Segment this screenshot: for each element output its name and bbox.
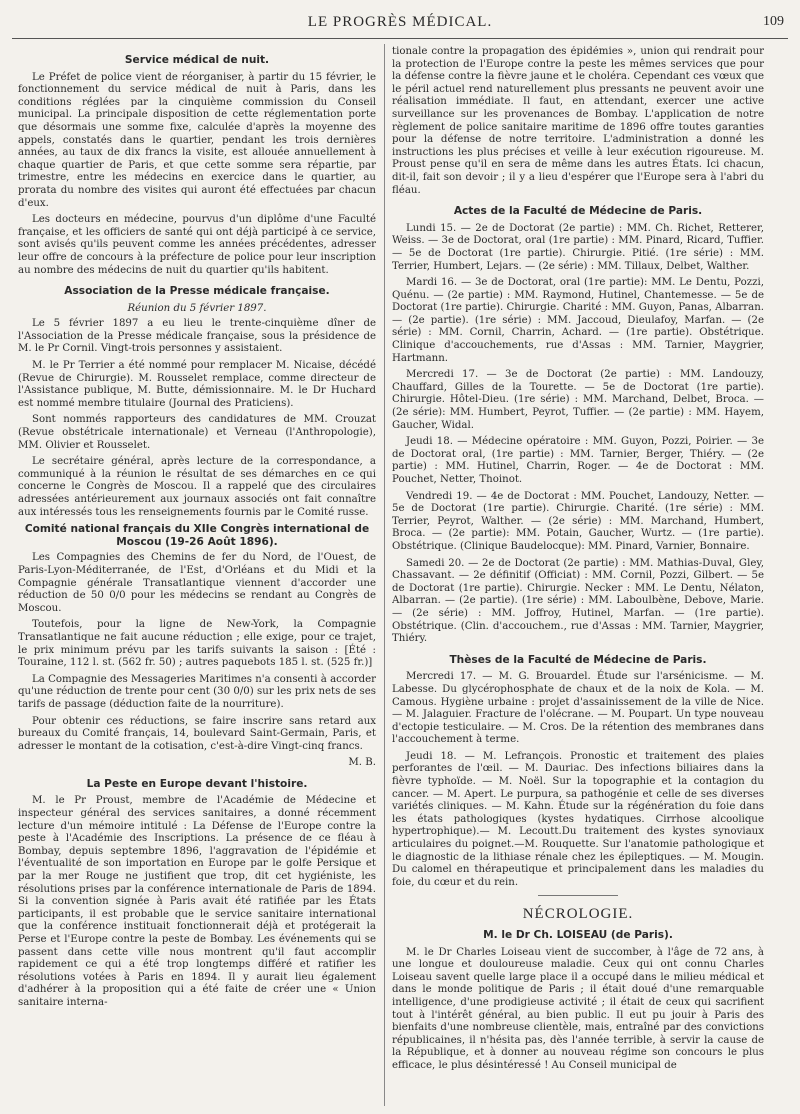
paragraph: M. le Dr Charles Loiseau vient de succomber, à l'âge de 72 ans, à une longue et douloureuse maladie. Ceux qui ont connu Charles Loiseau savent quelle large place il a occupé dans le milieu médical et dans le monde politique de Paris ; il était doué d'une remarquable intelligence, d'une prodigieuse activité ; il était de ceux qui sacrifient tout à l'intérêt général, au bien public. Il eut pu jouir à Paris des bienfaits d'une nombreuse clientèle, mais, entraîné par des convictions républicaines, il n'hésita pas, dès l'année terrible, à servir la cause de la République, et à donner au nouveau régime son concours le plus efficace, le plus désintéressé ! Au Conseil municipal de <box>392 946 764 1071</box>
paragraph: La Compagnie des Messageries Maritimes n'a consenti à accorder qu'une réduction de trente pour cent (30 0/0) sur les prix nets de ses tarifs de passage (déduction faite de la nourriture). <box>18 673 376 710</box>
paragraph: Pour obtenir ces réductions, se faire inscrire sans retard aux bureaux du Comité français, 14, boulevard Saint-Germain, Paris, et adresser le montant de la cotisation, c'est-à-dire Vingt-cinq francs. <box>18 715 376 752</box>
paragraph: Le 5 février 1897 a eu lieu le trente-cinquième dîner de l'Association de la Presse médicale française, sous la présidence de M. le Pr Cornil. Vingt-trois personnes y assistaient. <box>18 318 376 355</box>
paragraph: Sont nommés rapporteurs des candidatures de MM. Crouzat (Revue obstétricale internationale) et Verneau (l'Anthropologie), MM. Olivier et Rousselet. <box>18 414 376 451</box>
paragraph: Lundi 15. — 2e de Doctorat (2e partie) : MM. Ch. Richet, Retterer, Weiss. — 3e de Doctorat, oral (1re partie) : MM. Pinard, Ricard, Tuffier. — 5e de Doctorat (1re partie). Chirurgie. Pitié. (1re série) : MM. Terrier, Humbert, Lejars. — (2e série) : MM. Tillaux, Delbet, Walther. <box>392 222 764 272</box>
paragraph: Mardi 16. — 3e de Doctorat, oral (1re partie): MM. Le Dentu, Pozzi, Quénu. — (2e partie) : MM. Raymond, Hutinel, Chantemesse. — 5e de Doctorat (1re partie). Chirurgie. Charité : MM. Guyon, Panas, Albarran. — (2e partie). (1re série) : MM. Jaccoud, Dieulafoy, Marfan. — (2e série) : MM. Cornil, Charrin, Achard. — (1re partie). Obstétrique. Clinique d'accouchements, rue d'Assas : MM. Tarnier, Maygrier, Hartmann. <box>392 277 764 364</box>
section-title-press-association: Association de la Presse médicale française. <box>64 285 330 298</box>
left-column <box>18 46 376 1106</box>
paragraph: Vendredi 19. — 4e de Doctorat : MM. Pouchet, Landouzy, Netter. — 5e de Doctorat (1re partie). Chirurgie. Charité. (1re série) : MM. Terrier, Peyrot, Walther. — (2e série) : MM. Marchand, Humbert, Broca. — (2e partie): MM. Potain, Gaucher, Wurtz. — (1re partie). Obstétrique. (Clinique Baudelocque): MM. Pinard, Varnier, Bonnaire. <box>392 490 764 552</box>
section-title-moscow-congress: Comité national français du XIIe Congrès international de Moscou (19-26 Août 1896). <box>24 523 370 548</box>
section-title-night-service: Service médical de nuit. <box>124 54 270 66</box>
meeting-date: Réunion du 5 février 1897. <box>127 302 267 314</box>
paragraph: Les Compagnies des Chemins de fer du Nord, de l'Ouest, de Paris-Lyon-Méditerranée, de l'Est, d'Orléans et du Midi et la Compagnie générale Transatlantique viennent d'accorder une réduction de 50 0/0 pour les médecins se rendant au Congrès de Moscou. <box>18 552 376 614</box>
divider <box>538 895 618 896</box>
paragraph: Jeudi 18. — Médecine opératoire : MM. Guyon, Pozzi, Poirier. — 3e de Doctorat oral, (1re partie) : MM. Tarnier, Berger, Thiéry. — (2e partie) : MM. Hutinel, Charrin, Roger. — 4e de Doctorat : MM. Pouchet, Netter, Thoinot. <box>392 436 764 485</box>
right-column <box>392 46 764 1106</box>
paragraph: Toutefois, pour la ligne de New-York, la Compagnie Transatlantique ne fait aucune réduction ; elle exige, pour ce trajet, le prix minimum prévu par les tarifs suivants la saison : [Été : Touraine, 112 l. st. (562 fr. 50) ; autres paquebots 185 l. st. (525 fr.)] <box>18 619 376 669</box>
paragraph: Mercredi 17. — 3e de Doctorat (2e partie) : MM. Landouzy, Chauffard, Gilles de la Tourette. — 5e de Doctorat (1re partie). Chirurgie. Hôtel-Dieu. (1re série) : MM. Marchand, Delbet, Broca. — (2e série): MM. Humbert, Peyrot, Tuffier. — (2e partie) : MM. Hayem, Gaucher, Widal. <box>392 369 764 431</box>
section-title-theses: Thèses de la Faculté de Médecine de Paris. <box>449 653 707 666</box>
paragraph: tionale contre la propagation des épidémies », union qui rendrait pour la protection de l'Europe contre la peste les mêmes services que pour la défense contre la fièvre jaune et le choléra. Cependant ces vœux que le péril actuel rend naturellement plus pressants ne peuvent avoir une réalisation immédiate. Il faut, en attendant, exercer une active surveillance sur les provenances de Bombay. L'application de notre règlement de police sanitaire maritime de 1896 offre toutes garanties pour la défense de notre territoire. L'administration a donné les instructions les plus précises et veille à leur exécution rigoureuse. M. Proust pense qu'il en sera de même dans les autres États. Ici chacun, dit-il, fait son devoir ; il y a lieu d'espérer que l'Europe sera à l'abri du fléau. <box>392 46 764 196</box>
column-divider <box>384 44 385 1106</box>
paragraph: Samedi 20. — 2e de Doctorat (2e partie) : MM. Mathias-Duval, Gley, Chassavant. — 2e définitif (Officiat) : MM. Cornil, Pozzi, Gilbert. — 5e de Doctorat (1re partie). Chirurgie. Necker : MM. Le Dentu, Nélaton, Albarran. — (2e partie). (1re série) : MM. Laboulbène, Debove, Marie. — (2e série) : MM. Joffroy, Hutinel, Marfan. — (1re partie). Obstétrique. (Clin. d'accouchem., rue d'Assas : MM. Tarnier, Maygrier, Thiéry. <box>392 557 764 645</box>
paragraph: M. le Pr Proust, membre de l'Académie de Médecine et inspecteur général des services sanitaires, a donné récemment lecture d'un mémoire intitulé : La Défense de l'Europe contre la peste à l'Académie des Inscriptions. La présence de ce fléau à Bombay, depuis septembre 1896, l'aggravation de l'épidémie et l'éventualité de son importation en Europe par le golfe Persique et par la mer Rouge ne justifient que trop, dit cet hygiéniste, les résolutions prises par la conférence internationale de Paris de 1894. Si la convention signée à Paris avait été ratifiée par les États participants, il est probable que le service sanitaire international que la conférence instituait fonctionnerait déjà et protégerait la Perse et l'Europe contre la peste de Bombay. Les événements qui se passent dans cette ville nous montrent qu'il faut accomplir rapidement ce qui a été trop longtemps différé et ratifier les résolutions votées à Paris en 1894. Il y aurait lieu également d'adhérer à la proposition qui a été faite de créer une « Union sanitaire interna- <box>18 795 376 1008</box>
section-title-plague: La Peste en Europe devant l'histoire. <box>86 777 308 790</box>
signature: M. B. <box>348 757 376 769</box>
journal-title: LE PROGRÈS MÉDICAL. <box>307 14 493 30</box>
paragraph: Les docteurs en médecine, pourvus d'un diplôme d'une Faculté française, et les officiers de santé qui ont déjà participé à ce service, sont avisés qu'ils peuvent comme les années précédentes, adresser leur offre de concours à la préfecture de police pour leur inscription au nombre des médecins de nuit du quartier qu'ils habitent. <box>18 214 376 276</box>
paragraph: Le secrétaire général, après lecture de la correspondance, a communiqué à la réunion le résultat de ses démarches en ce qui concerne le Congrès de Moscou. Il a rappelé que des circulaires adressées antérieurement aux journaux associés ont fait connaître aux intéressés tous les renseignements fournis par le Comité russe. <box>18 456 376 518</box>
page-number: 109 <box>763 14 784 29</box>
paragraph: M. le Pr Terrier a été nommé pour remplacer M. Nicaise, décédé (Revue de Chirurgie). M. Rousselet remplace, comme directeur de l'Assistance publique, M. Butte, démissionnaire. M. le Dr Huchard est nommé membre titulaire (Journal des Praticiens). <box>18 360 376 409</box>
page-header <box>12 10 788 39</box>
obituary-subject: M. le Dr Ch. LOISEAU (de Paris). <box>483 929 673 941</box>
paragraph: Le Préfet de police vient de réorganiser, à partir du 15 février, le fonctionnement du service médical de nuit à Paris, dans les conditions réglées par la cinquième commission du Conseil municipal. La principale disposition de cette réglementation porte que désormais une somme fixe, calculée d'après la moyenne des appels, constatés dans le quartier, pendant les trois dernières années, au taux de dix francs la visite, est allouée annuellement à chaque quartier de Paris, et que cette somme sera répartie, par trimestre, entre les médecins en exercice dans le quartier, au prorata du nombre des visites qui auront été effectuées par chacun d'eux. <box>18 71 376 209</box>
paragraph: Mercredi 17. — M. G. Brouardel. Étude sur l'arsénicisme. — M. Labesse. Du glycérophosphate de chaux et de la noix de Kola. — M. Camous. Hygiène urbaine : projet d'assainissement de la ville de Nice. — M. Jalaguier. Fracture de l'olécrane. — M. Poupart. Un type nouveau d'ectopie testiculaire. — M. Cros. De la rétention des membranes dans l'accouchement à terme. <box>392 671 764 746</box>
paragraph: Jeudi 18. — M. Lefrançois. Pronostic et traitement des plaies perforantes de l'œil. — M. Dauriac. Des infections biliaires dans la fièvre typhoïde. — M. Noël. Sur la topographie et la contagion du cancer. — M. Apert. Le purpura, sa pathogénie et celle de ses diverses variétés cliniques. — M. Kahn. Étude sur la régénération du foie dans les états pathologiques (kystes hydatiques. Cirrhose alcoolique hypertrophique).— M. Lecoutt.Du traitement des kystes synoviaux articulaires du poignet.—M. Rouquette. Sur l'anatomie pathologique et le diagnostic de la lithiase rénale chez les épileptiques. — M. Mougin. Du calomel en thérapeutique et principalement dans les maladies du foie, du cœur et du rein. <box>392 750 764 888</box>
section-title-faculty-acts: Actes de la Faculté de Médecine de Paris. <box>453 205 703 218</box>
section-title-necrology: NÉCROLOGIE. <box>522 906 634 923</box>
